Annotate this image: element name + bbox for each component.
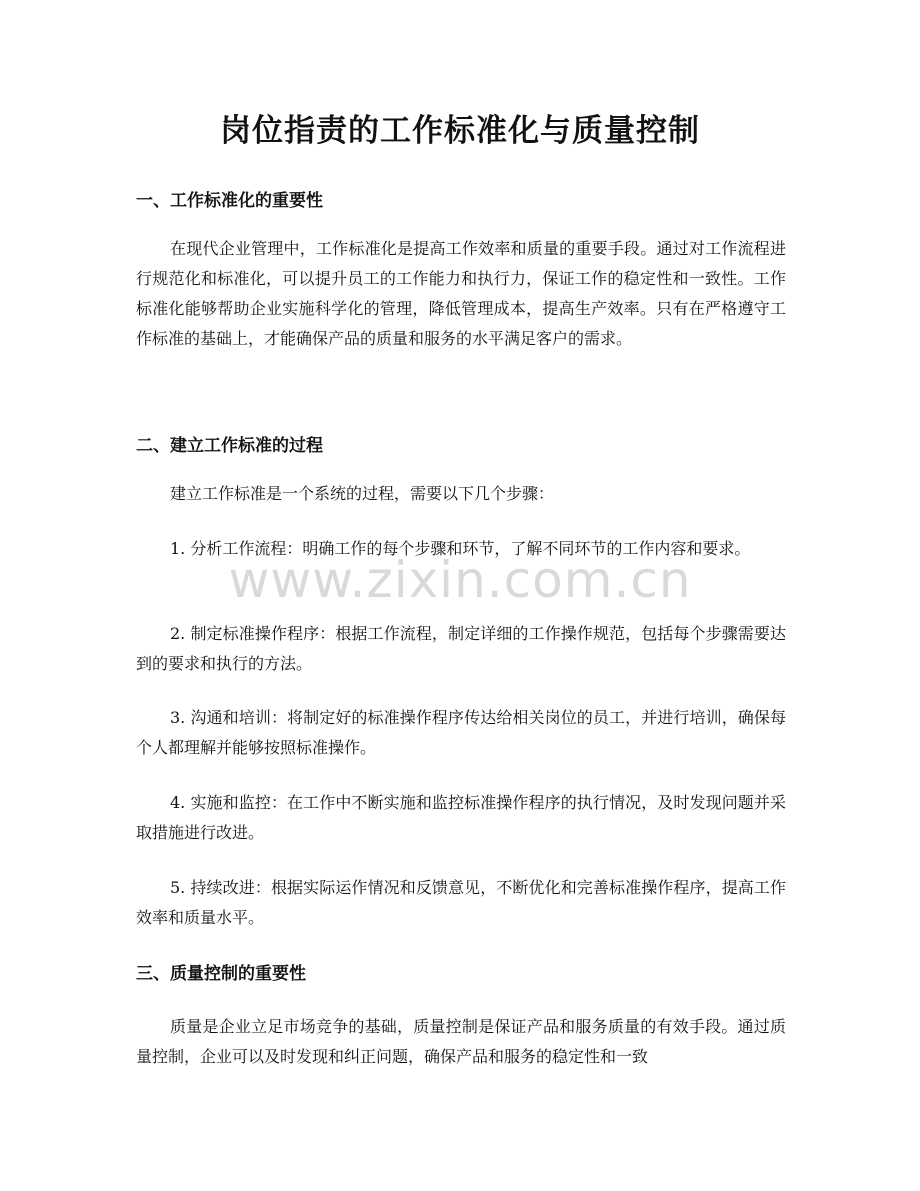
step-3-paragraph: 3. 沟通和培训：将制定好的标准操作程序传达给相关岗位的员工，并进行培训，确保每个人都理解并能够按照标准操作。	[136, 708, 786, 757]
section-2-heading: 二、建立工作标准的过程	[136, 436, 323, 456]
document-title: 岗位指责的工作标准化与质量控制	[220, 113, 700, 149]
section-3-paragraph: 质量是企业立足市场竞争的基础，质量控制是保证产品和服务质量的有效手段。通过质量控制，企业可以及时发现和纠正问题，确保产品和服务的稳定性和一致	[136, 1017, 786, 1066]
step-5-paragraph: 5. 持续改进：根据实际运作情况和反馈意见，不断优化和完善标准操作程序，提高工作效率和质量水平。	[136, 878, 786, 927]
section-1-heading: 一、工作标准化的重要性	[136, 191, 323, 211]
section-1-paragraph: 在现代企业管理中，工作标准化是提高工作效率和质量的重要手段。通过对工作流程进行规范化和标准化，可以提升员工的工作能力和执行力，保证工作的稳定性和一致性。工作标准化能够帮助企业实施科学化的管理，降低管理成本，提高生产效率。只有在严格遵守工作标准的基础上，才能确保产品的质量和服务的水平满足客户的需求。	[136, 239, 786, 348]
section-2-intro: 建立工作标准是一个系统的过程，需要以下几个步骤：	[170, 484, 555, 503]
step-4-paragraph: 4. 实施和监控：在工作中不断实施和监控标准操作程序的执行情况，及时发现问题并采取措施进行改进。	[136, 793, 786, 842]
step-2-paragraph: 2. 制定标准操作程序：根据工作流程，制定详细的工作操作规范，包括每个步骤需要达到的要求和执行的方法。	[136, 624, 786, 673]
watermark-text: www.zixin.com.cn	[228, 551, 692, 609]
step-1-paragraph: 1. 分析工作流程：明确工作的每个步骤和环节，了解不同环节的工作内容和要求。	[170, 539, 751, 558]
section-3-heading: 三、质量控制的重要性	[136, 964, 306, 984]
